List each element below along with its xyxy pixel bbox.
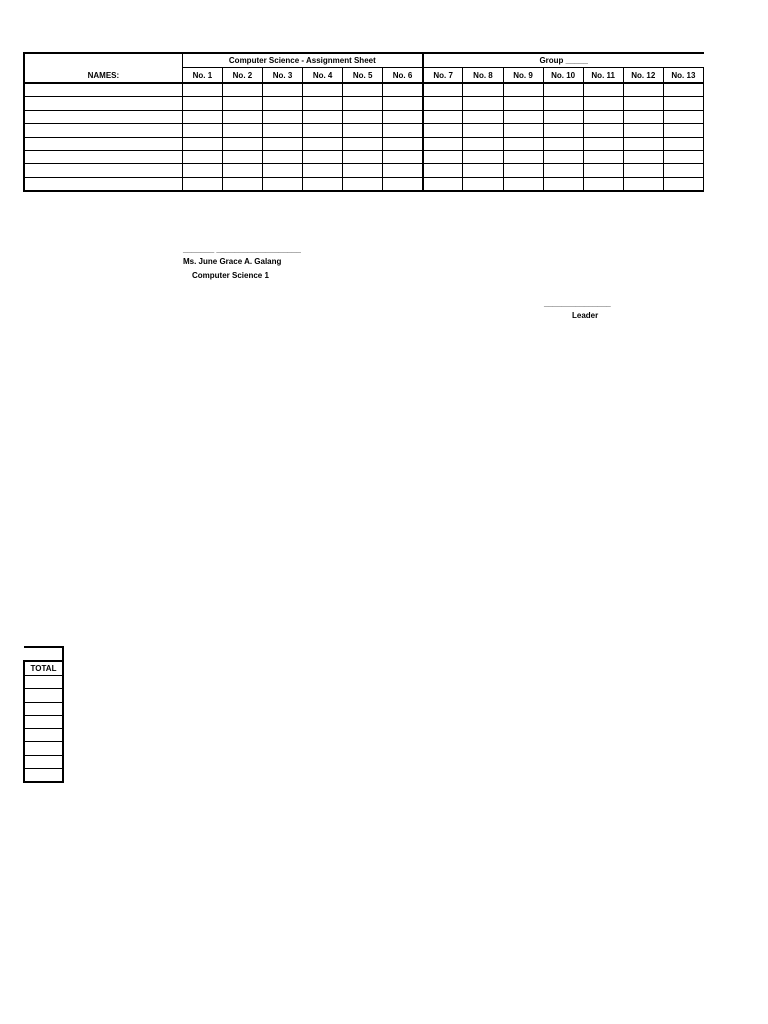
score-cell — [583, 150, 623, 163]
table-row — [24, 689, 63, 702]
score-cell — [383, 124, 423, 137]
score-cell — [663, 164, 703, 177]
score-cell — [262, 110, 302, 123]
score-cell — [463, 177, 503, 191]
score-cell — [343, 124, 383, 137]
total-cell — [24, 676, 63, 689]
score-cell — [303, 110, 343, 123]
score-cell — [623, 164, 663, 177]
score-cell — [423, 83, 463, 97]
column-header: No. 4 — [303, 68, 343, 84]
score-cell — [303, 97, 343, 110]
score-cell — [222, 177, 262, 191]
score-cell — [583, 124, 623, 137]
score-cell — [262, 164, 302, 177]
column-header: No. 5 — [343, 68, 383, 84]
teacher-name: Ms. June Grace A. Galang — [183, 257, 282, 266]
score-cell — [463, 164, 503, 177]
score-cell — [343, 177, 383, 191]
score-cell — [503, 177, 543, 191]
score-cell — [262, 97, 302, 110]
score-cell — [623, 124, 663, 137]
column-header: No. 13 — [663, 68, 703, 84]
score-cell — [623, 110, 663, 123]
score-cell — [583, 164, 623, 177]
total-cell — [24, 769, 63, 783]
score-cell — [383, 97, 423, 110]
score-cell — [303, 150, 343, 163]
table-row — [24, 755, 63, 768]
table-row — [24, 742, 63, 755]
score-cell — [463, 110, 503, 123]
total-table — [23, 646, 64, 783]
column-header: No. 3 — [262, 68, 302, 84]
total-cell — [24, 742, 63, 755]
score-cell — [503, 137, 543, 150]
score-cell — [623, 150, 663, 163]
score-cell — [583, 177, 623, 191]
table-row — [24, 83, 704, 97]
table-row — [24, 769, 63, 783]
score-cell — [503, 83, 543, 97]
score-cell — [663, 83, 703, 97]
score-cell — [222, 83, 262, 97]
names-header: NAMES: — [24, 53, 182, 83]
score-cell — [543, 124, 583, 137]
score-cell — [543, 164, 583, 177]
score-cell — [303, 137, 343, 150]
score-cell — [663, 110, 703, 123]
score-cell — [543, 83, 583, 97]
score-cell — [343, 83, 383, 97]
teacher-signature-line: _______ ___________________ — [183, 245, 301, 254]
score-cell — [503, 164, 543, 177]
sheet-title: Computer Science - Assignment Sheet — [182, 53, 423, 68]
name-cell — [24, 137, 182, 150]
score-cell — [423, 124, 463, 137]
group-label: Group _____ — [423, 53, 704, 68]
column-header: No. 6 — [383, 68, 423, 84]
score-cell — [303, 164, 343, 177]
score-cell — [503, 124, 543, 137]
name-cell — [24, 164, 182, 177]
score-cell — [543, 177, 583, 191]
score-cell — [663, 177, 703, 191]
column-header: No. 10 — [543, 68, 583, 84]
total-cell — [24, 702, 63, 715]
total-cell — [24, 729, 63, 742]
score-cell — [543, 137, 583, 150]
total-top-cell — [24, 647, 63, 661]
score-cell — [222, 110, 262, 123]
score-cell — [222, 124, 262, 137]
score-cell — [623, 177, 663, 191]
score-cell — [182, 124, 222, 137]
score-cell — [383, 110, 423, 123]
score-cell — [543, 97, 583, 110]
score-cell — [383, 150, 423, 163]
score-cell — [663, 97, 703, 110]
score-cell — [343, 97, 383, 110]
name-cell — [24, 110, 182, 123]
score-cell — [543, 110, 583, 123]
score-cell — [222, 150, 262, 163]
total-cell — [24, 715, 63, 728]
score-cell — [343, 164, 383, 177]
score-cell — [503, 97, 543, 110]
score-cell — [463, 124, 503, 137]
score-cell — [503, 110, 543, 123]
column-header: No. 12 — [623, 68, 663, 84]
score-cell — [182, 97, 222, 110]
score-cell — [262, 83, 302, 97]
column-header: No. 9 — [503, 68, 543, 84]
score-cell — [222, 164, 262, 177]
score-cell — [343, 137, 383, 150]
table-row — [24, 715, 63, 728]
score-cell — [262, 137, 302, 150]
leader-label: Leader — [572, 311, 599, 320]
table-row — [24, 729, 63, 742]
table-row — [24, 137, 704, 150]
score-cell — [663, 124, 703, 137]
total-cell — [24, 689, 63, 702]
score-cell — [182, 110, 222, 123]
table-row — [24, 97, 704, 110]
score-cell — [182, 164, 222, 177]
score-cell — [583, 97, 623, 110]
table-row — [24, 110, 704, 123]
score-cell — [583, 137, 623, 150]
score-cell — [423, 164, 463, 177]
score-cell — [343, 150, 383, 163]
score-cell — [383, 83, 423, 97]
score-cell — [262, 150, 302, 163]
score-cell — [423, 110, 463, 123]
score-cell — [303, 124, 343, 137]
score-cell — [423, 177, 463, 191]
column-header: No. 8 — [463, 68, 503, 84]
name-cell — [24, 177, 182, 191]
score-cell — [583, 110, 623, 123]
column-header: No. 1 — [182, 68, 222, 84]
assignment-sheet-table — [23, 52, 704, 192]
total-header: TOTAL — [24, 661, 63, 676]
leader-signature-line: _______________ — [544, 299, 611, 308]
table-row — [24, 150, 704, 163]
score-cell — [262, 177, 302, 191]
score-cell — [182, 150, 222, 163]
table-row — [24, 676, 63, 689]
score-cell — [463, 83, 503, 97]
score-cell — [463, 137, 503, 150]
score-cell — [543, 150, 583, 163]
score-cell — [423, 150, 463, 163]
score-cell — [303, 83, 343, 97]
score-cell — [583, 83, 623, 97]
table-row — [24, 702, 63, 715]
score-cell — [182, 177, 222, 191]
table-row — [24, 164, 704, 177]
score-cell — [503, 150, 543, 163]
table-row — [24, 124, 704, 137]
score-cell — [423, 137, 463, 150]
score-cell — [262, 124, 302, 137]
score-cell — [463, 97, 503, 110]
score-cell — [222, 137, 262, 150]
score-cell — [303, 177, 343, 191]
score-cell — [383, 164, 423, 177]
score-cell — [222, 97, 262, 110]
name-cell — [24, 83, 182, 97]
table-row — [24, 177, 704, 191]
score-cell — [623, 137, 663, 150]
title-row — [24, 53, 704, 68]
name-cell — [24, 97, 182, 110]
total-cell — [24, 755, 63, 768]
score-cell — [383, 177, 423, 191]
name-cell — [24, 150, 182, 163]
score-cell — [623, 83, 663, 97]
score-cell — [423, 97, 463, 110]
score-cell — [182, 83, 222, 97]
score-cell — [663, 150, 703, 163]
score-cell — [343, 110, 383, 123]
name-cell — [24, 124, 182, 137]
column-header: No. 11 — [583, 68, 623, 84]
column-header: No. 2 — [222, 68, 262, 84]
score-cell — [463, 150, 503, 163]
column-header: No. 7 — [423, 68, 463, 84]
score-cell — [383, 137, 423, 150]
score-cell — [623, 97, 663, 110]
score-cell — [182, 137, 222, 150]
score-cell — [663, 137, 703, 150]
teacher-subject: Computer Science 1 — [192, 271, 269, 280]
